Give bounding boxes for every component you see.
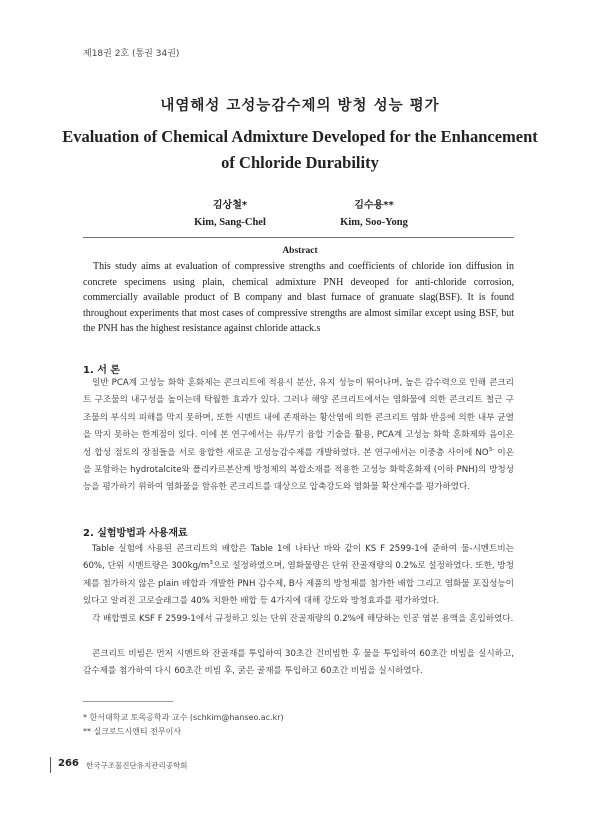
author-1-english-name: Kim, Sang-Chel (194, 217, 266, 228)
author-1-korean-name: 김상철* (212, 200, 248, 211)
author-2-english-name: Kim, Soo-Yong (340, 217, 408, 228)
abstract-heading: Abstract (282, 246, 318, 256)
korean-title: 내염해성 고성능감수제의 방청 성능 평가 (160, 97, 440, 114)
author-1 (150, 196, 310, 228)
section-2-paragraph-3: 콘크리트 비빔은 먼저 시멘트와 잔골재를 투입하여 30초간 건비빔한 후 물을 투입하여 60초간 비빔을 실시하고, 감수제를 첨가하여 다시 60초간 비빔 후, 굵은 골재를 투입하고 60초간 비빔을 실시하였다. (83, 649, 514, 677)
title-divider (83, 237, 514, 238)
section-1-heading: 1. 서 론 (83, 365, 121, 376)
english-title: Evaluation of Chemical Admixture Developed for the Enhancement of Chloride Durability (62, 127, 538, 172)
section-2-paragraph-2: 각 배합별로 KSF F 2599-1에서 규정하고 있는 단위 잔골재량의 0.2%에 해당하는 인공 염분 용액을 혼입하였다. (92, 614, 514, 624)
section-1-paragraph: 일반 PCA계 고성능 화학 혼화제는 콘크리트에 적용시 분산, 유지 성능이 뛰어나며, 높은 감수력으로 인해 콘크리트 구조물의 내구성을 높이는데 탁월한 효과가 있다. 그러나 해양 콘크리트에서는 염화물에 의한 콘크리트 철근 구조물의 부식의 피해를 막지 못하며, 또한 시멘트 내에 존재하는 황산염에 의한 콘크리트 염화 반응에 의한 내부 균열을 막지 못하는 한계점이 있다. 이에 본 연구에서는 유/무기 융합 기술을 활용, PCA계 고성능 화학 혼화제와 음이온성 합성 점토의 장점들을 서로 융합한 새로운 고성능감수제를 개발하였다. 본 연구에서는 이중층 사이에 $NO^{3-}$ 이온을 포함하는 hydrotalcite와 폴리카르본산계 방청제의 복합소재를 적용한 고성능 화학혼화제 (이하 PNH)의 방청성능을 평가하기 위하여 염화물을 함유한 콘크리트를 대상으로 압축강도와 염화물 확산계수를 평가하였다. (83, 378, 514, 493)
section-2-paragraph-1: Table 실험에 사용된 콘크리트의 배합은 Table 1에 나타난 바와 같이 KS F 2599-1에 준하여 물-시멘트비는 60%, 단위 시멘트량은 $300kg/m^3$으로 설정하였으며, 염화물량은 단위 잔골재량의 0.2%로 설정하였다. 또한, 방청제를 첨가하지 않은 plain 배합과 개발한 PNH 감수제, B사 제품의 방청제를 첨가한 배합 그리고 염화물 포집성능이 있다고 알려진 고로슬래그를 40% 치환한 배합 등 4가지에 대해 강도와 방청효과를 평가하였다. (83, 544, 514, 607)
author-2-korean-name: 김수용** (354, 200, 394, 211)
section-2-heading: 2. 실험방법과 사용재료 (83, 528, 188, 539)
page-number: 266 (58, 758, 79, 769)
issue-info: 제18권 2호 (통권 34권) (83, 49, 180, 59)
journal-name: 한국구조물진단유지관리공학회 (86, 761, 188, 770)
footnote-divider (83, 701, 173, 702)
footnote-2: ** 실크로드시엔티 전무이사 (83, 727, 182, 736)
footnote-1: * 한서대학교 토목공학과 교수 (schkim@hanseo.ac.kr) (83, 713, 284, 722)
abstract-text: This study aims at evaluation of compressive strengths and coefficients of chloride ion diffusion in concrete specimens using plain, chemical admixture PNH deveoped for anti-chloride corrosion, commercially available product of B company and blast furnace of granuate slag(BSF). It is found throughout experiments that most cases of compressive strengths are almost similar except using BSF, but the PNH has the highest resistance against chloride attack.s (83, 261, 514, 335)
author-2 (294, 196, 454, 228)
page-number-bar (50, 757, 51, 773)
